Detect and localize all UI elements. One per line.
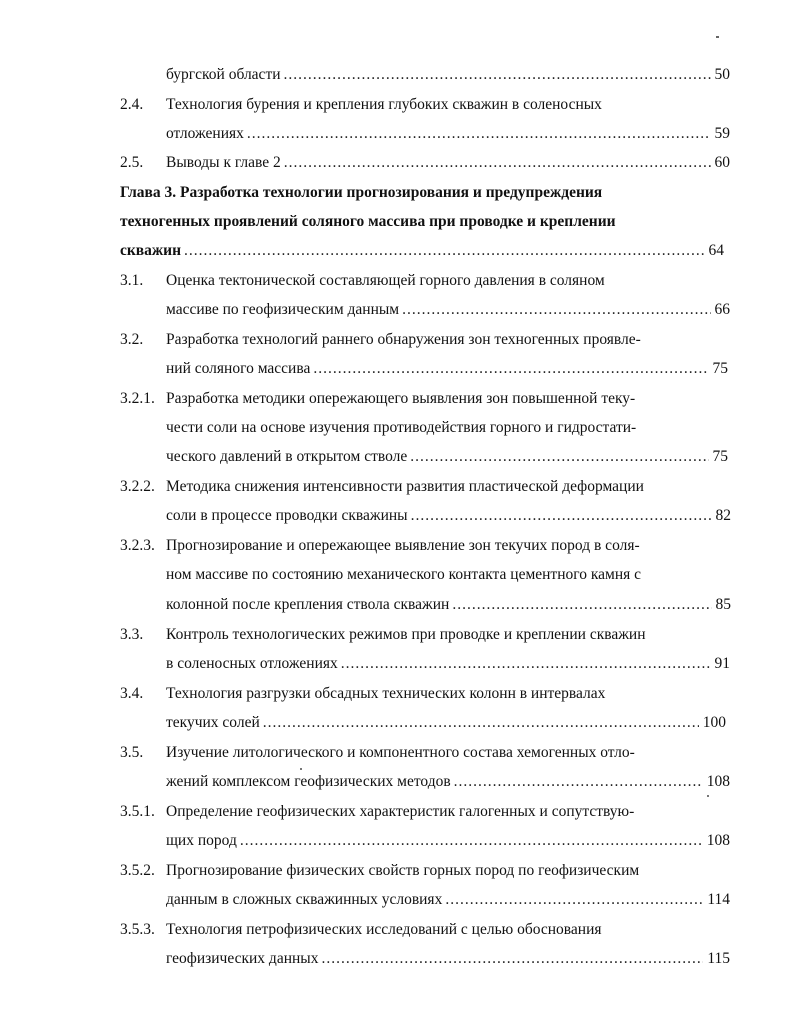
toc-entry-3-3 — [0, 624, 796, 646]
leader-dots — [402, 299, 710, 321]
toc-entry-number: 3.5. — [120, 744, 144, 761]
toc-page-number: 50 — [714, 66, 730, 83]
toc-entry-number: 3.1. — [120, 272, 144, 289]
toc-entry-text: Технология петрофизических исследований с целью обоснования — [166, 921, 602, 938]
toc-entry-text: Прогнозирование физических свойств горных пород по геофизическим — [166, 862, 640, 879]
toc-entry-3-5-3 — [0, 919, 796, 941]
toc-entry-3-5-2 — [0, 860, 796, 882]
toc-entry-number: 3.3. — [120, 626, 144, 643]
toc-entry-3-5-2-line2 — [0, 889, 796, 911]
toc-entry-3-2-3-line3 — [0, 594, 796, 616]
scan-speck — [707, 795, 709, 797]
toc-entry-text: отложениях — [166, 125, 244, 142]
leader-dots — [445, 889, 703, 911]
toc-entry-text: Разработка методики опережающего выявления зон повышенной теку- — [166, 390, 636, 407]
toc-page-number: 85 — [715, 596, 731, 613]
toc-page-number: 75 — [712, 360, 728, 377]
leader-dots — [184, 240, 704, 262]
toc-page-number: 75 — [712, 448, 728, 465]
leader-dots — [341, 653, 711, 675]
toc-entry-3-5-3-line2 — [0, 948, 796, 970]
chapter-3-heading-line2 — [0, 211, 796, 233]
toc-entry-number: 3.2.1. — [120, 390, 155, 407]
toc-entry-text: чести соли на основе изучения противодействия горного и гидростати- — [166, 419, 637, 436]
toc-entry-text: Выводы к главе 2 — [166, 154, 281, 171]
toc-entry-text: Методика снижения интенсивности развития пластической деформации — [166, 478, 644, 495]
toc-page-number: 82 — [715, 507, 731, 524]
toc-entry-number: 3.5.1. — [120, 803, 155, 820]
toc-page-number: 108 — [706, 773, 730, 790]
leader-dots — [321, 948, 703, 970]
toc-entry-text: текучих солей — [166, 714, 260, 731]
toc-entry-3-5-1 — [0, 801, 796, 823]
toc-page-number: 59 — [714, 125, 730, 142]
toc-entry-3-5 — [0, 742, 796, 764]
leader-dots — [263, 712, 699, 734]
toc-entry-number: 2.5. — [120, 154, 144, 171]
toc-entry-text: в соленосных отложениях — [166, 655, 338, 672]
scan-speck — [300, 768, 302, 770]
toc-entry-text: Технология разгрузки обсадных технических колонн в интервалах — [166, 685, 606, 702]
toc-entry-text: Технология бурения и крепления глубоких скважин в соленосных — [166, 96, 602, 113]
toc-entry-text: данным в сложных скважинных условиях — [166, 891, 443, 908]
toc-entry-text: Изучение литологического и компонентного состава хемогенных отло- — [166, 744, 635, 761]
toc-entry-number: 3.2. — [120, 331, 144, 348]
toc-entry-text: Оценка тектонической составляющей горного давления в соляном — [166, 272, 605, 289]
toc-entry-text: соли в процессе проводки скважины — [166, 507, 408, 524]
toc-page-number: 64 — [708, 242, 724, 259]
toc-entry-text: Контроль технологических режимов при проводке и креплении скважин — [166, 626, 646, 643]
toc-page-number: 91 — [714, 655, 730, 672]
toc-entry-3-2-3 — [0, 535, 796, 557]
toc-entry-3-2-2-line2 — [0, 505, 796, 527]
toc-entry-2-4 — [0, 94, 796, 116]
toc-entry-text: Прогнозирование и опережающее выявление зон текучих пород в соля- — [166, 537, 640, 554]
toc-entry-text: щих пород — [166, 832, 237, 849]
toc-page-number: 66 — [714, 301, 730, 318]
toc-entry-text: бургской области — [166, 66, 281, 83]
toc-entry-3-2-3-line2 — [0, 564, 796, 586]
toc-entry-3-2-line2 — [0, 358, 796, 380]
chapter-heading-text: техногенных проявлений соляного массива при проводке и креплении — [120, 213, 616, 230]
scan-mark — [716, 36, 719, 38]
toc-entry-3-4 — [0, 683, 796, 705]
toc-entry-3-3-line2 — [0, 653, 796, 675]
toc-entry-3-5-line2 — [0, 771, 796, 793]
toc-entry-3-1 — [0, 270, 796, 292]
toc-page-number: 114 — [707, 891, 730, 908]
toc-entry-2-4-line2 — [0, 123, 796, 145]
toc-entry-3-5-1-line2 — [0, 830, 796, 852]
toc-entry-3-2-1-line3 — [0, 446, 796, 468]
leader-dots — [411, 505, 712, 527]
toc-page-number: 108 — [706, 832, 730, 849]
toc-entry-3-2 — [0, 329, 796, 351]
toc-entry-3-2-2 — [0, 476, 796, 498]
toc-entry-continuation — [0, 64, 796, 86]
toc-entry-number: 3.2.3. — [120, 537, 155, 554]
toc-entry-2-5 — [0, 152, 796, 174]
toc-entry-text: колонной после крепления ствола скважин — [166, 596, 450, 613]
toc-page-number: 115 — [707, 950, 730, 967]
leader-dots — [284, 64, 711, 86]
toc-entry-number: 3.2.2. — [120, 478, 155, 495]
leader-dots — [313, 358, 708, 380]
toc-entry-3-2-1 — [0, 388, 796, 410]
toc-entry-number: 3.4. — [120, 685, 144, 702]
toc-entry-text: жений комплексом геофизических методов — [166, 773, 451, 790]
toc-entry-text: Разработка технологий раннего обнаружения зон техногенных проявле- — [166, 331, 641, 348]
leader-dots — [410, 446, 708, 468]
toc-entry-number: 2.4. — [120, 96, 144, 113]
leader-dots — [240, 830, 703, 852]
toc-entry-number: 3.5.2. — [120, 862, 155, 879]
chapter-heading-text: Глава 3. Разработка технологии прогнозирования и предупреждения — [120, 184, 603, 201]
leader-dots — [284, 152, 711, 174]
leader-dots — [247, 123, 711, 145]
toc-entry-text: массиве по геофизическим данным — [166, 301, 400, 318]
toc-page-number: 100 — [702, 714, 726, 731]
toc-entry-number: 3.5.3. — [120, 921, 155, 938]
toc-entry-text: ческого давлений в открытом стволе — [166, 448, 408, 465]
chapter-3-heading-line3 — [0, 240, 796, 262]
toc-entry-text: ний соляного массива — [166, 360, 311, 377]
chapter-3-heading — [0, 182, 796, 204]
toc-entry-3-1-line2 — [0, 299, 796, 321]
toc-page-number: 60 — [714, 154, 730, 171]
toc-entry-text: Определение геофизических характеристик галогенных и сопутствую- — [166, 803, 635, 820]
toc-entry-text: геофизических данных — [166, 950, 319, 967]
toc-entry-text: ном массиве по состоянию механического контакта цементного камня с — [166, 566, 642, 583]
toc-entry-3-2-1-line2 — [0, 417, 796, 439]
leader-dots — [452, 594, 711, 616]
toc-entry-3-4-line2 — [0, 712, 796, 734]
leader-dots — [454, 771, 703, 793]
chapter-heading-text: скважин — [120, 242, 182, 259]
